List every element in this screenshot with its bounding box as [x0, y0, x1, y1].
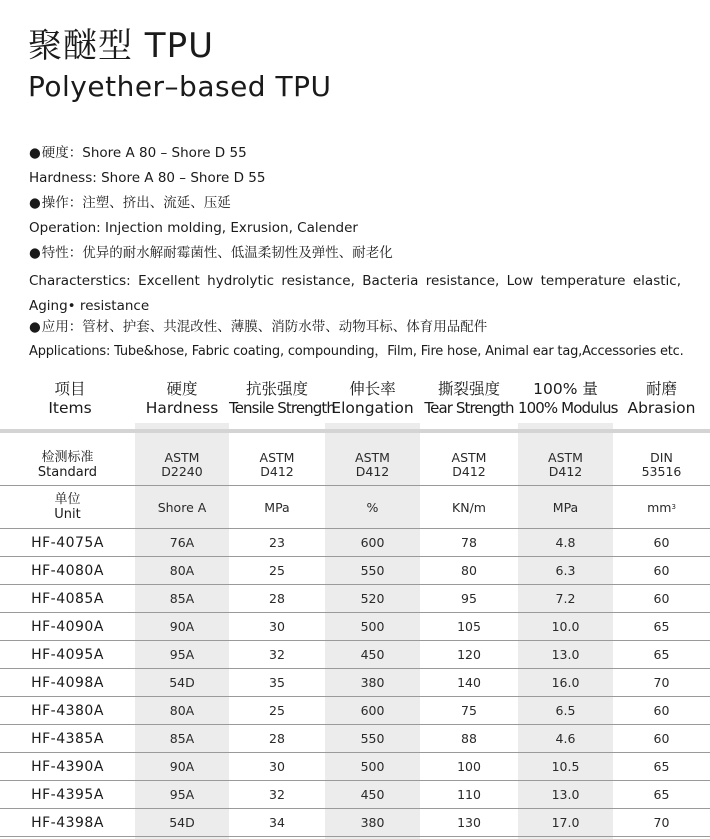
cell-hardness: 54D — [169, 815, 195, 830]
spec-operation-cn — [29, 194, 689, 212]
spec-operation-cn-text: 操作：注塑、挤出、流延、压延 — [41, 195, 231, 211]
table-row — [0, 697, 710, 725]
cell-tear: 100 — [457, 759, 481, 774]
page-title-chinese: 聚醚型 TPU — [28, 26, 214, 66]
cell-hardness: 54D — [169, 675, 195, 690]
cell-tensile: 30 — [269, 619, 285, 634]
cell-tear: 95 — [461, 591, 477, 606]
cell-tensile: 25 — [269, 703, 285, 718]
unit-tensile: MPa — [264, 499, 290, 515]
cell-model: HF-4390A — [31, 758, 104, 775]
table-row — [0, 613, 710, 641]
cell-abrasion: 70 — [653, 815, 670, 830]
standard-hardness: ASTM D2240 — [161, 450, 203, 479]
cell-modulus: 6.3 — [555, 563, 576, 578]
cell-modulus: 13.0 — [551, 647, 580, 662]
cell-modulus: 10.5 — [551, 759, 580, 774]
cell-modulus: 16.0 — [551, 675, 580, 690]
cell-modulus: 7.2 — [555, 591, 576, 606]
cell-abrasion: 60 — [653, 591, 670, 606]
header-abrasion: 耐磨 Abrasion — [627, 380, 696, 417]
spec-application-cn-text: 应用：管材、护套、共混改性、薄膜、消防水带、动物耳标、体育用品配件 — [41, 319, 488, 335]
cell-model: HF-4395A — [31, 786, 104, 803]
cell-model: HF-4098A — [31, 674, 104, 691]
cell-tear: 105 — [457, 619, 481, 634]
spec-application-cn — [29, 318, 689, 336]
cell-tear: 88 — [461, 731, 477, 746]
cell-hardness: 95A — [169, 647, 195, 662]
cell-model: HF-4385A — [31, 730, 104, 747]
unit-row — [0, 486, 710, 529]
cell-abrasion: 60 — [653, 703, 670, 718]
cell-hardness: 80A — [169, 563, 195, 578]
cell-elongation: 600 — [360, 535, 385, 550]
spec-hardness-cn-text: 硬度：Shore A 80 – Shore D 55 — [41, 145, 247, 161]
cell-tear: 110 — [457, 787, 481, 802]
header-elongation: 伸长率 Elongation — [331, 380, 414, 417]
cell-model: HF-4380A — [31, 702, 104, 719]
spec-application-en: Applications: Tube&hose, Fabric coating, compounding，Film, Fire hose, Animal ear tag,Accessories etc. — [29, 344, 684, 359]
header-hardness: 硬度 Hardness — [145, 380, 219, 417]
cell-elongation: 520 — [360, 591, 385, 606]
header-modulus: 100% 量 100% Modulus — [518, 380, 618, 417]
cell-model: HF-4095A — [31, 646, 104, 663]
standard-modulus: ASTM D412 — [548, 450, 583, 479]
cell-model: HF-4085A — [31, 590, 104, 607]
cell-abrasion: 60 — [653, 535, 670, 550]
cell-elongation: 500 — [360, 759, 385, 774]
cell-abrasion: 65 — [653, 787, 670, 802]
table-row — [0, 641, 710, 669]
cell-hardness: 90A — [169, 759, 195, 774]
cell-elongation: 380 — [360, 675, 385, 690]
cell-abrasion: 60 — [653, 563, 670, 578]
cell-elongation: 500 — [360, 619, 385, 634]
cell-modulus: 4.6 — [555, 731, 576, 746]
cell-tensile: 30 — [269, 759, 285, 774]
cell-elongation: 450 — [360, 787, 385, 802]
cell-modulus: 10.0 — [551, 619, 580, 634]
cell-hardness: 90A — [169, 619, 195, 634]
table-top-rule — [0, 429, 710, 433]
unit-tear: KN/m — [452, 499, 486, 515]
cell-model: HF-4080A — [31, 562, 104, 579]
cell-tear: 130 — [457, 815, 481, 830]
cell-model: HF-4090A — [31, 618, 104, 635]
bullet-icon: ● — [29, 245, 41, 261]
cell-model: HF-4075A — [31, 534, 104, 551]
standard-label: 检测标准 Standard — [37, 450, 98, 480]
cell-tensile: 23 — [269, 535, 285, 550]
cell-tear: 120 — [457, 647, 481, 662]
table-row — [0, 753, 710, 781]
unit-modulus: MPa — [552, 499, 579, 515]
table-row — [0, 585, 710, 613]
bullet-icon: ● — [29, 195, 41, 211]
cell-modulus: 17.0 — [551, 815, 580, 830]
cell-modulus: 4.8 — [555, 535, 576, 550]
header-tear: 撕裂强度 Tear Strength — [424, 380, 514, 417]
spec-hardness-en: Hardness: Shore A 80 – Shore D 55 — [29, 170, 266, 186]
table-row — [0, 557, 710, 585]
cell-tear: 80 — [461, 563, 477, 578]
table-row — [0, 669, 710, 697]
cell-abrasion: 65 — [653, 619, 670, 634]
spec-character-cn-text: 特性：优异的耐水解耐霉菌性、低温柔韧性及弹性、耐老化 — [41, 245, 393, 261]
cell-elongation: 380 — [360, 815, 385, 830]
table-row — [0, 809, 710, 837]
cell-tear: 140 — [457, 675, 481, 690]
cell-tensile: 25 — [269, 563, 285, 578]
cell-tensile: 28 — [269, 731, 285, 746]
page-title-english: Polyether–based TPU — [28, 70, 332, 103]
cell-abrasion: 65 — [653, 759, 670, 774]
standard-tensile: ASTM D412 — [259, 450, 295, 479]
bullet-icon: ● — [29, 145, 41, 161]
table-row — [0, 781, 710, 809]
cell-tear: 78 — [461, 535, 477, 550]
cell-hardness: 85A — [169, 591, 195, 606]
header-tensile: 抗张强度 Tensile Strength — [229, 380, 335, 417]
cell-tensile: 28 — [269, 591, 285, 606]
table-row — [0, 529, 710, 557]
cell-abrasion: 65 — [653, 647, 670, 662]
cell-hardness: 76A — [169, 535, 195, 550]
cell-model: HF-4398A — [31, 814, 104, 831]
table-row — [0, 725, 710, 753]
cell-tensile: 32 — [269, 647, 285, 662]
cell-tear: 75 — [461, 703, 477, 718]
cell-elongation: 450 — [360, 647, 385, 662]
cell-hardness: 95A — [169, 787, 195, 802]
cell-abrasion: 70 — [653, 675, 670, 690]
standard-tear: ASTM D412 — [451, 450, 487, 479]
cell-elongation: 550 — [360, 563, 385, 578]
cell-elongation: 600 — [360, 703, 385, 718]
spec-operation-en: Operation: Injection molding, Exrusion, Calender — [29, 220, 358, 236]
unit-label: 单位 Unit — [54, 492, 81, 522]
cell-tensile: 32 — [269, 787, 285, 802]
cell-modulus: 13.0 — [551, 787, 580, 802]
cell-tensile: 35 — [269, 675, 285, 690]
cell-hardness: 80A — [169, 703, 195, 718]
unit-abrasion: mm 3 — [647, 499, 676, 515]
unit-elongation: % — [366, 499, 379, 515]
spec-character-cn — [29, 244, 689, 262]
cell-abrasion: 60 — [653, 731, 670, 746]
standard-abrasion: DIN 53516 — [641, 450, 682, 479]
header-items: 项目 Items — [48, 380, 92, 417]
cell-hardness: 85A — [169, 731, 195, 746]
spec-character-en: Characterstics: Excellent hydrolytic resistance, Bacteria resistance, Low temperature elastic, Aging• resistance — [29, 273, 681, 314]
bullet-icon: ● — [29, 319, 41, 335]
standard-elongation: ASTM D412 — [355, 450, 390, 479]
cell-elongation: 550 — [360, 731, 385, 746]
unit-hardness: Shore A — [157, 499, 207, 515]
cell-modulus: 6.5 — [555, 703, 576, 718]
spec-hardness-cn — [29, 144, 689, 162]
cell-tensile: 34 — [269, 815, 285, 830]
standard-row — [0, 445, 710, 486]
